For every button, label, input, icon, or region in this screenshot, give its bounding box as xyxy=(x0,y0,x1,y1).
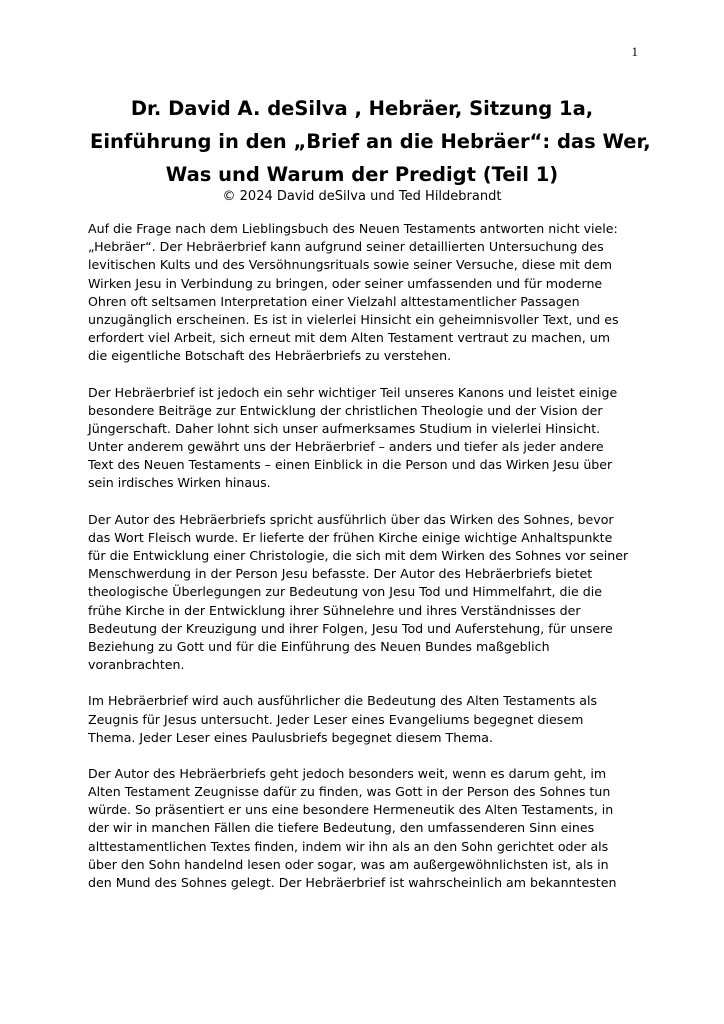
paragraph-line: Auf die Frage nach dem Lieblingsbuch des Neuen Testaments antworten nicht viele: xyxy=(88,221,618,236)
paragraph-line: Thema. Jeder Leser eines Paulusbriefs begegnet diesem Thema. xyxy=(88,729,493,745)
paragraph-line: Text des Neuen Testaments – einen Einblick in die Person und das Wirken Jesu über xyxy=(88,457,613,473)
paragraph-line: Bedeutung der Kreuzigung und ihrer Folgen, Jesu Tod und Auferstehung, für unsere xyxy=(88,620,613,636)
paragraph xyxy=(88,220,648,366)
paragraph-line: erfordert viel Arbeit, sich erneut mit dem Alten Testament vertraut zu machen, um xyxy=(88,330,610,346)
paragraph-line: voranbrachten. xyxy=(88,657,185,673)
paragraph-line: Der Autor des Hebräerbriefs geht jedoch besonders weit, wenn es darum geht, im xyxy=(88,765,607,781)
title-line: Dr. David A. deSilva , Hebräer, Sitzung 1a, xyxy=(130,97,594,120)
document-title xyxy=(90,92,651,191)
paragraph-line: über den Sohn handelnd lesen oder sogar, was am außergewöhnlichsten ist, als in xyxy=(88,856,609,872)
paragraph-line: frühe Kirche in der Entwicklung ihrer Sühnelehre und ihres Verständnisses der xyxy=(88,602,581,618)
paragraph-line: für die Entwicklung einer Christologie, die sich mit dem Wirken des Sohnes vor seiner xyxy=(88,548,629,563)
paragraph xyxy=(88,511,648,675)
paragraph-line: das Wort Fleisch wurde. Er lieferte der frühen Kirche einige wichtige Anhaltspunkte xyxy=(88,529,613,545)
paragraph-line: Beziehung zu Gott und für die Einführung des Neuen Bundes maßgeblich xyxy=(88,638,550,654)
paragraph xyxy=(88,692,648,747)
paragraph xyxy=(88,765,648,892)
paragraph-line: Menschwerdung in der Person Jesu befasste. Der Autor des Hebräerbriefs bietet xyxy=(88,566,593,582)
copyright-notice: © 2024 David deSilva und Ted Hildebrandt xyxy=(222,189,502,204)
paragraph-line: die eigentliche Botschaft des Hebräerbriefs zu verstehen. xyxy=(88,348,452,364)
paragraph-line: Ohren oft seltsamen Interpretation einer Vielzahl alttestamentlicher Passagen xyxy=(88,293,580,309)
paragraph-line: sein irdisches Wirken hinaus. xyxy=(88,475,271,491)
paragraph-line: würde. So präsentiert er uns eine besondere Hermeneutik des Alten Testaments, in xyxy=(88,802,614,818)
paragraph-line: theologische Überlegungen zur Bedeutung von Jesu Tod und Himmelfahrt, die die xyxy=(88,584,602,600)
paragraph-line: den Mund des Sohnes gelegt. Der Hebräerbrief ist wahrscheinlich am bekanntesten xyxy=(88,875,617,890)
paragraph-line: levitischen Kults und des Versöhnungsrituals sowie seiner Versuche, diese mit dem xyxy=(88,257,612,273)
paragraph-line: Der Hebräerbrief ist jedoch ein sehr wichtiger Teil unseres Kanons und leistet einige xyxy=(88,384,618,400)
paragraph-line: „Hebräer“. Der Hebräerbrief kann aufgrund seiner detaillierten Untersuchung des xyxy=(88,239,604,255)
paragraph-line: alttestamentlichen Textes finden, indem wir ihn als an den Sohn gerichtet oder als xyxy=(88,838,609,854)
paragraph-line: Wirken Jesu in Verbindung zu bringen, oder seiner umfassenden und für moderne xyxy=(88,275,603,291)
title-line: Was und Warum der Predigt (Teil 1) xyxy=(165,163,559,186)
paragraph-line: Unter anderem gewährt uns der Hebräerbrief – anders und tiefer als jeder andere xyxy=(88,439,604,455)
paragraph-line: besondere Beiträge zur Entwicklung der christlichen Theologie und der Vision der xyxy=(88,402,603,418)
paragraph-line: Alten Testament Zeugnisse dafür zu finden, was Gott in der Person des Sohnes tun xyxy=(88,784,611,800)
title-line: Einführung in den „Brief an die Hebräer“: das Wer, xyxy=(90,130,651,153)
paragraph-line: Jüngerschaft. Daher lohnt sich unser aufmerksames Studium in vielerlei Hinsicht. xyxy=(88,420,601,436)
paragraph xyxy=(88,384,648,493)
page-number: 1 xyxy=(631,44,638,59)
paragraph-line: Zeugnis für Jesus untersucht. Jeder Leser eines Evangeliums begegnet diesem xyxy=(88,711,584,727)
body-text xyxy=(88,220,648,910)
paragraph-line: unzugänglich erscheinen. Es ist in vielerlei Hinsicht ein geheimnisvoller Text, und es xyxy=(88,311,619,327)
paragraph-line: der wir in manchen Fällen die tiefere Bedeutung, den umfassenderen Sinn eines xyxy=(88,820,595,836)
paragraph-line: Im Hebräerbrief wird auch ausführlicher die Bedeutung des Alten Testaments als xyxy=(88,693,598,709)
paragraph-line: Der Autor des Hebräerbriefs spricht ausführlich über das Wirken des Sohnes, bevor xyxy=(88,511,614,527)
